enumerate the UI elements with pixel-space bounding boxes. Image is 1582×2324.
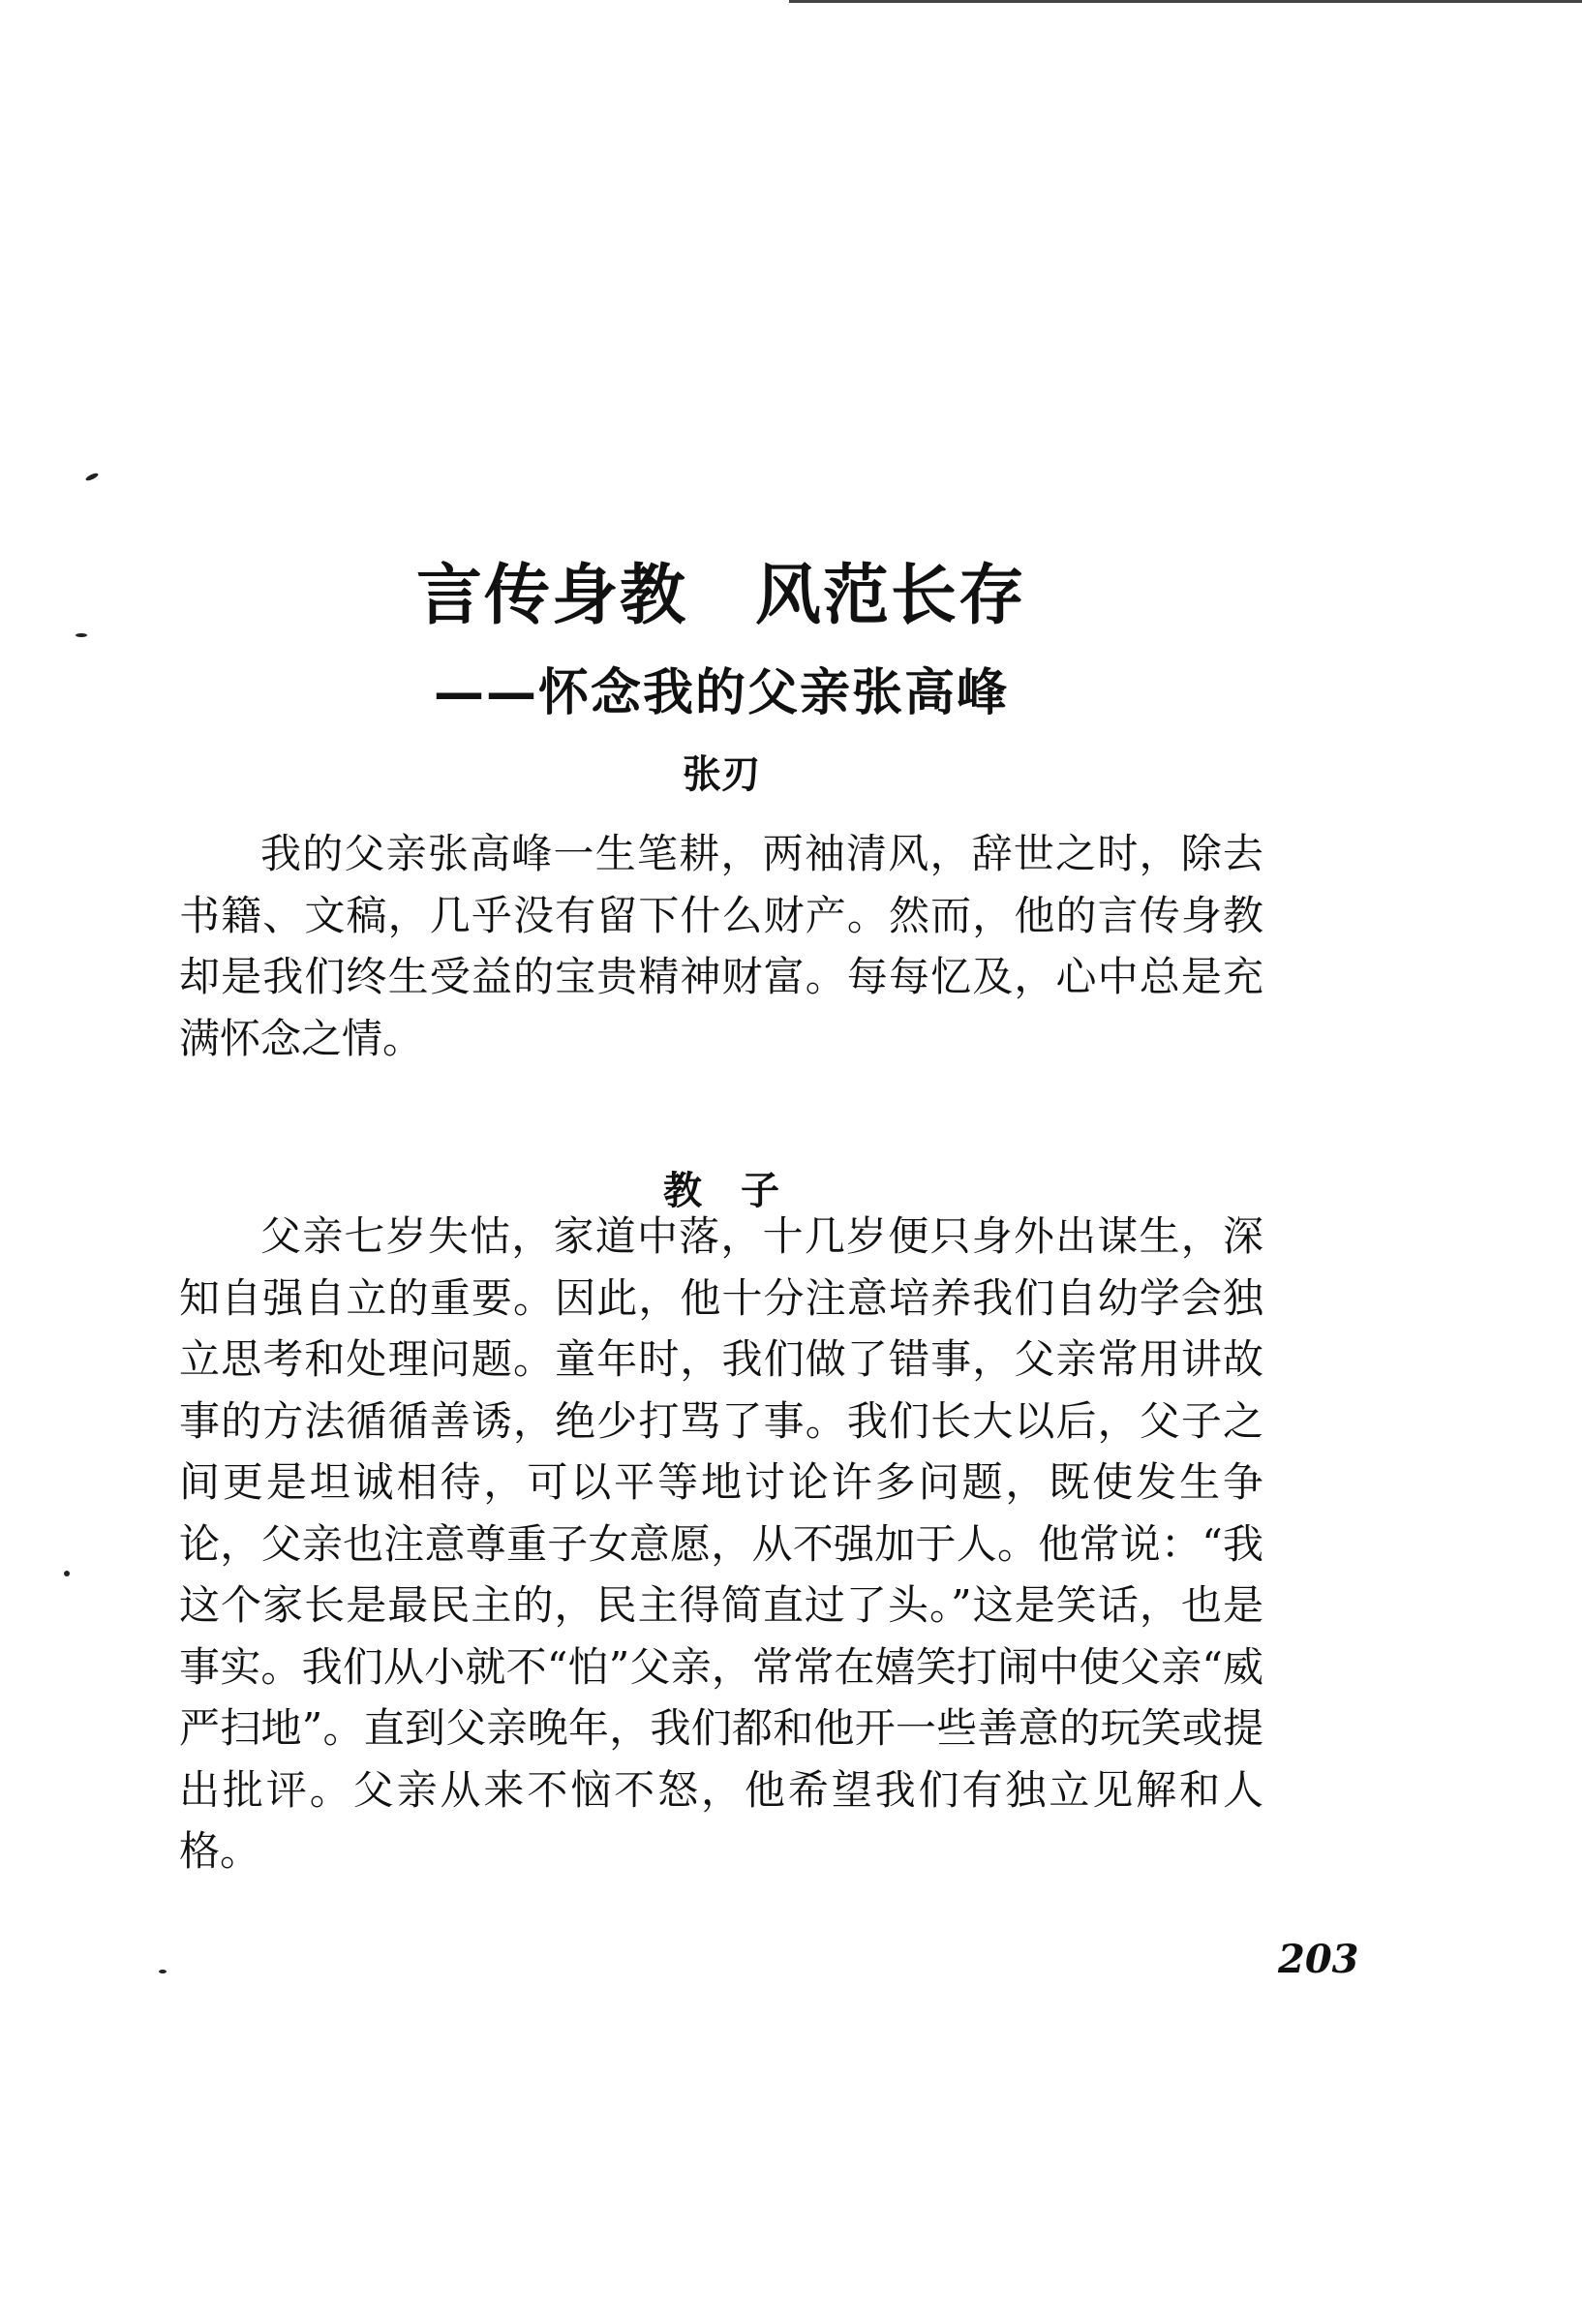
scan-speck (85, 472, 100, 481)
scan-speck (64, 1571, 70, 1576)
page-number: 203 (1278, 1937, 1359, 1982)
book-page (179, 0, 1359, 2324)
scan-speck (159, 1970, 167, 1973)
section-heading: 教 子 (663, 1169, 779, 1213)
article-subtitle: ——怀念我的父亲张高峰 (433, 664, 1009, 723)
author-name: 张刃 (683, 752, 760, 797)
scan-speck (76, 633, 87, 637)
section-paragraph: 父亲七岁失怙，家道中落，十几岁便只身外出谋生，深知自强自立的重要。因此，他十分注意培养我们自幼学会独立思考和处理问题。童年时，我们做了错事，父亲常用讲故事的方法循循善诱，绝少打骂了事。我们长大以后，父子之间更是坦诚相待，可以平等地讨论许多问题，既使发生争论，父亲也注意尊重子女意愿，从不强加于人。他常说：“我这个家长是最民主的，民主得简直过了头。”这是笑话，也是事实。我们从小就不“怕”父亲，常常在嬉笑打闹中使父亲“威严扫地”。直到父亲晚年，我们都和他开一些善意的玩笑或提出批评。父亲从来不恼不怒，他希望我们有独立见解和人格。 (179, 1212, 1263, 1875)
intro-paragraph: 我的父亲张高峰一生笔耕，两袖清风，辞世之时，除去书籍、文稿，几乎没有留下什么财产。然而，他的言传身教却是我们终生受益的宝贵精神财富。每每忆及，心中总是充满怀念之情。 (179, 830, 1263, 1062)
article-title: 言传身教 风范长存 (415, 557, 1026, 634)
